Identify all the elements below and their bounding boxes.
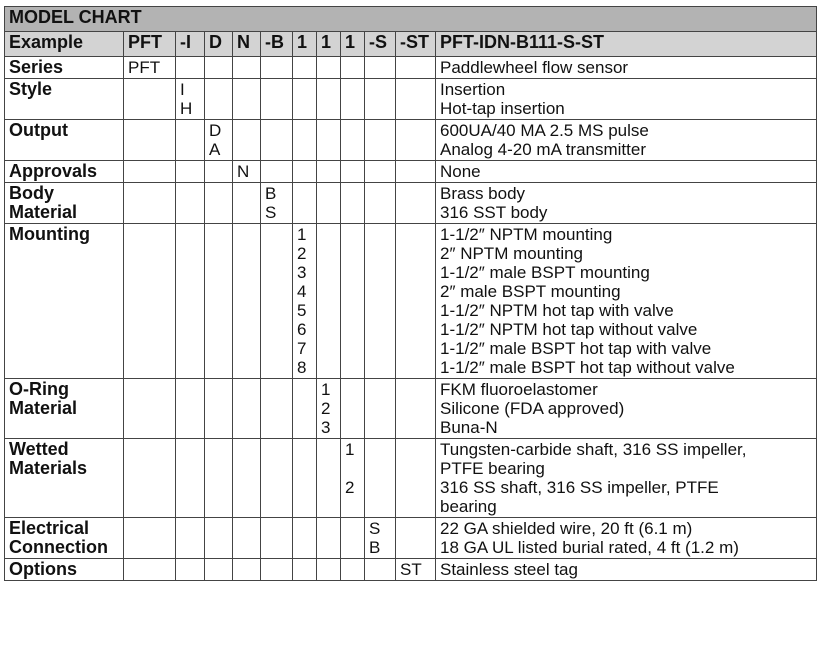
example-label: Example (5, 32, 124, 57)
empty-cell (176, 161, 205, 183)
empty-cell (261, 559, 293, 581)
option-row (5, 439, 817, 518)
category-label: Electrical Connection (5, 518, 124, 559)
empty-cell (365, 559, 396, 581)
empty-cell (293, 120, 317, 161)
empty-cell (365, 439, 396, 518)
option-codes: I H (176, 79, 205, 120)
category-label: Approvals (5, 161, 124, 183)
model-chart (4, 6, 817, 581)
option-codes: PFT (124, 57, 176, 79)
empty-cell (365, 161, 396, 183)
empty-cell (293, 79, 317, 120)
empty-cell (124, 161, 176, 183)
example-row (5, 32, 817, 57)
chart-title: MODEL CHART (5, 7, 817, 32)
empty-cell (176, 57, 205, 79)
empty-cell (396, 379, 436, 439)
category-label: Output (5, 120, 124, 161)
empty-cell (317, 224, 341, 379)
empty-cell (124, 79, 176, 120)
option-description: Tungsten-carbide shaft, 316 SS impeller, PTFE bearing 316 SS shaft, 316 SS impeller, PTFE bearing (436, 439, 817, 518)
empty-cell (341, 379, 365, 439)
option-codes: ST (396, 559, 436, 581)
option-description: Brass body 316 SST body (436, 183, 817, 224)
empty-cell (124, 183, 176, 224)
empty-cell (233, 120, 261, 161)
example-code-output: D (205, 32, 233, 57)
option-description: Insertion Hot-tap insertion (436, 79, 817, 120)
empty-cell (396, 224, 436, 379)
empty-cell (341, 183, 365, 224)
empty-cell (205, 518, 233, 559)
empty-cell (317, 559, 341, 581)
example-code-oring: 1 (317, 32, 341, 57)
empty-cell (124, 518, 176, 559)
empty-cell (205, 559, 233, 581)
empty-cell (396, 439, 436, 518)
example-model: PFT-IDN-B111-S-ST (436, 32, 817, 57)
option-description: FKM fluoroelastomer Silicone (FDA approved) Buna-N (436, 379, 817, 439)
option-codes: N (233, 161, 261, 183)
empty-cell (317, 57, 341, 79)
empty-cell (124, 224, 176, 379)
empty-cell (261, 518, 293, 559)
empty-cell (176, 439, 205, 518)
category-label: Options (5, 559, 124, 581)
empty-cell (341, 79, 365, 120)
category-label: Series (5, 57, 124, 79)
option-codes: 1 2 3 4 5 6 7 8 (293, 224, 317, 379)
empty-cell (261, 224, 293, 379)
option-row (5, 79, 817, 120)
example-code-options: -ST (396, 32, 436, 57)
option-description: None (436, 161, 817, 183)
empty-cell (205, 183, 233, 224)
empty-cell (365, 57, 396, 79)
empty-cell (365, 120, 396, 161)
empty-cell (233, 439, 261, 518)
empty-cell (317, 439, 341, 518)
empty-cell (293, 379, 317, 439)
empty-cell (124, 559, 176, 581)
empty-cell (341, 518, 365, 559)
empty-cell (293, 57, 317, 79)
empty-cell (233, 57, 261, 79)
option-description: 22 GA shielded wire, 20 ft (6.1 m) 18 GA UL listed burial rated, 4 ft (1.2 m) (436, 518, 817, 559)
empty-cell (233, 224, 261, 379)
empty-cell (293, 518, 317, 559)
example-code-approvals: N (233, 32, 261, 57)
empty-cell (176, 518, 205, 559)
category-label: Mounting (5, 224, 124, 379)
example-code-style: -I (176, 32, 205, 57)
empty-cell (317, 79, 341, 120)
empty-cell (261, 120, 293, 161)
empty-cell (396, 57, 436, 79)
empty-cell (205, 379, 233, 439)
empty-cell (317, 120, 341, 161)
empty-cell (176, 120, 205, 161)
empty-cell (233, 79, 261, 120)
empty-cell (205, 224, 233, 379)
empty-cell (233, 559, 261, 581)
option-codes: B S (261, 183, 293, 224)
empty-cell (341, 161, 365, 183)
empty-cell (233, 518, 261, 559)
category-label: O-Ring Material (5, 379, 124, 439)
empty-cell (205, 161, 233, 183)
empty-cell (365, 79, 396, 120)
empty-cell (317, 161, 341, 183)
empty-cell (341, 224, 365, 379)
empty-cell (176, 224, 205, 379)
empty-cell (365, 224, 396, 379)
empty-cell (341, 57, 365, 79)
option-row (5, 224, 817, 379)
empty-cell (293, 439, 317, 518)
empty-cell (176, 183, 205, 224)
empty-cell (365, 183, 396, 224)
empty-cell (205, 79, 233, 120)
example-code-series: PFT (124, 32, 176, 57)
option-row (5, 379, 817, 439)
empty-cell (365, 379, 396, 439)
category-label: Body Material (5, 183, 124, 224)
option-codes: 1 2 (341, 439, 365, 518)
example-code-mounting: 1 (293, 32, 317, 57)
empty-cell (396, 518, 436, 559)
option-codes: D A (205, 120, 233, 161)
empty-cell (233, 379, 261, 439)
empty-cell (261, 161, 293, 183)
empty-cell (233, 183, 261, 224)
empty-cell (176, 379, 205, 439)
empty-cell (261, 439, 293, 518)
example-code-electrical: -S (365, 32, 396, 57)
empty-cell (293, 559, 317, 581)
empty-cell (341, 120, 365, 161)
option-description: 1-1/2″ NPTM mounting 2″ NPTM mounting 1-1/2″ male BSPT mounting 2″ male BSPT mounting 1-1/2″ NPTM hot tap with valve 1-1/2″ NPTM hot tap without valve 1-1/2″ male BSPT hot tap with valve 1-1/2″ male BSPT hot tap without valve (436, 224, 817, 379)
option-description: Paddlewheel flow sensor (436, 57, 817, 79)
category-label: Style (5, 79, 124, 120)
empty-cell (317, 183, 341, 224)
empty-cell (205, 439, 233, 518)
empty-cell (293, 183, 317, 224)
empty-cell (261, 79, 293, 120)
option-row (5, 57, 817, 79)
empty-cell (124, 120, 176, 161)
option-row (5, 559, 817, 581)
option-row (5, 183, 817, 224)
option-codes: S B (365, 518, 396, 559)
empty-cell (341, 559, 365, 581)
option-row (5, 161, 817, 183)
empty-cell (205, 57, 233, 79)
option-row (5, 120, 817, 161)
option-codes: 1 2 3 (317, 379, 341, 439)
empty-cell (396, 183, 436, 224)
empty-cell (261, 379, 293, 439)
empty-cell (396, 79, 436, 120)
empty-cell (396, 161, 436, 183)
empty-cell (396, 120, 436, 161)
option-description: 600UA/40 MA 2.5 MS pulse Analog 4-20 mA transmitter (436, 120, 817, 161)
category-label: Wetted Materials (5, 439, 124, 518)
empty-cell (124, 379, 176, 439)
option-description: Stainless steel tag (436, 559, 817, 581)
option-row (5, 518, 817, 559)
empty-cell (317, 518, 341, 559)
example-code-wetted: 1 (341, 32, 365, 57)
empty-cell (261, 57, 293, 79)
empty-cell (124, 439, 176, 518)
example-code-body: -B (261, 32, 293, 57)
empty-cell (176, 559, 205, 581)
model-chart-table (4, 6, 817, 581)
empty-cell (293, 161, 317, 183)
